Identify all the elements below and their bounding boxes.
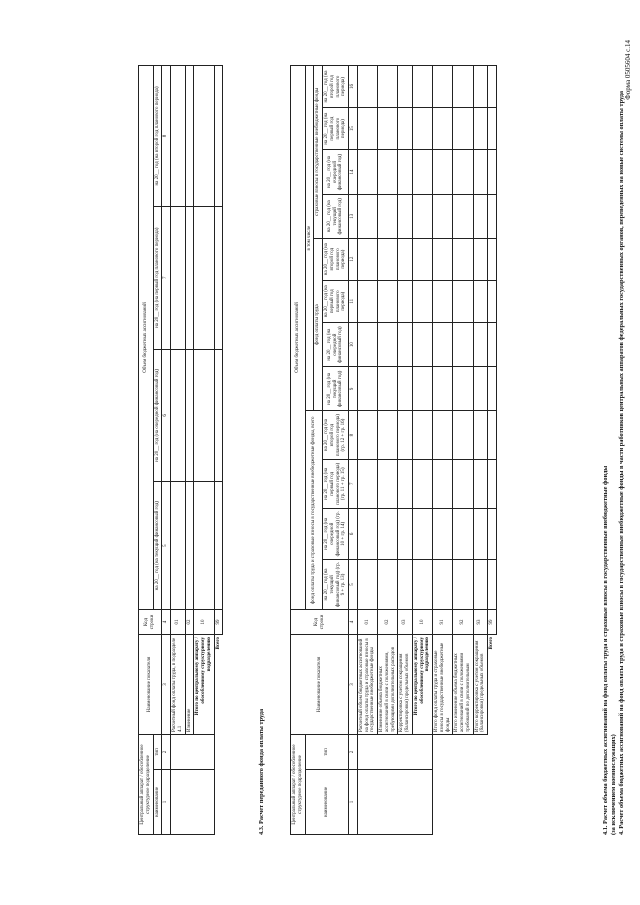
- t1-col11: на 20__ год (на первый год планового периода): [323, 280, 349, 322]
- t1-row-name: Итого корректировка с учетом сокращения (балансировки) предельных объемов: [473, 635, 488, 735]
- t1-cell[interactable]: [453, 411, 473, 460]
- t2-num: 8: [162, 66, 171, 207]
- t1-blank: [488, 735, 497, 835]
- t1-cell[interactable]: [433, 508, 453, 559]
- t1-row-name: Итого по центральному аппарату / обособленному структурному подразделению: [412, 635, 432, 735]
- table-row: [488, 66, 497, 835]
- t1-row-code: 03: [398, 610, 413, 635]
- t1-row-name: Корректировка с учетом сокращения (балансировки) предельных объемов: [398, 635, 413, 735]
- t1-cell[interactable]: [433, 194, 453, 238]
- t1-num: 1: [349, 770, 358, 835]
- t1-row-code: 93: [473, 610, 488, 635]
- table-41: [290, 65, 497, 835]
- t2-cell[interactable]: [185, 349, 194, 482]
- t2-cell[interactable]: [185, 482, 194, 610]
- t1-cell[interactable]: [473, 459, 488, 508]
- t1-col6: на 20__ год (на очередной финансовый год) (гр. 10 + гр. 14): [323, 508, 349, 559]
- t2-num: 3: [162, 635, 171, 735]
- t2-cell[interactable]: [171, 66, 186, 207]
- t1-num: 8: [349, 411, 358, 460]
- t1-cell[interactable]: [433, 459, 453, 508]
- table-row: [378, 66, 398, 835]
- t1-h-volume: Объем бюджетных ассигнований: [291, 66, 306, 610]
- t1-cell[interactable]: [453, 559, 473, 609]
- t1-row-name: Итого фонд оплаты труда и страховые взносы в государственные внебюджетные фонды: [433, 635, 453, 735]
- t1-cell[interactable]: [412, 194, 432, 238]
- t1-cell[interactable]: [378, 411, 398, 460]
- t1-col7: на 20__ год (на первый год планового периода) (гр. 11 + гр. 15): [323, 459, 349, 508]
- table-43: [138, 65, 223, 835]
- t1-h-code: Код строки: [291, 610, 349, 635]
- t1-cell[interactable]: [378, 280, 398, 322]
- t1-num: 10: [349, 322, 358, 367]
- t1-cell[interactable]: [473, 508, 488, 559]
- t1-cell[interactable]: [473, 411, 488, 460]
- t1-row-name: Расчетный объем бюджетных ассигнований на фонд оплаты труда и страховые взносы в государственные внебюджетные фонды: [357, 635, 377, 735]
- t1-row-code: 92: [453, 610, 473, 635]
- t1-cell[interactable]: [357, 367, 377, 411]
- t2-cell[interactable]: [171, 735, 215, 770]
- t1-col10: на 20__ год (на очередной финансовый год): [323, 322, 349, 367]
- t1-cell[interactable]: [488, 459, 497, 508]
- section-4-note: (за исключением военнослужащих): [610, 734, 617, 835]
- t1-num: 4: [349, 610, 358, 635]
- t1-cell[interactable]: [433, 367, 453, 411]
- t2-cell[interactable]: [171, 482, 186, 610]
- t2-num: 1: [162, 770, 171, 835]
- t1-cell[interactable]: [488, 508, 497, 559]
- t1-cell[interactable]: [412, 280, 432, 322]
- t1-col5: на 20__ год (на текущий финансовый год) (гр. 9 + гр. 13): [323, 559, 349, 609]
- t1-cell[interactable]: [473, 367, 488, 411]
- t2-row-code: 10: [194, 610, 214, 635]
- t1-cell[interactable]: [412, 322, 432, 367]
- t1-blank: [473, 735, 488, 835]
- t1-num: 7: [349, 459, 358, 508]
- t2-cell[interactable]: [214, 66, 223, 207]
- t1-cell[interactable]: [412, 411, 432, 460]
- t1-cell[interactable]: [398, 559, 413, 609]
- t2-h-volume: Объем бюджетных ассигнований: [139, 66, 154, 610]
- t1-num: 3: [349, 635, 358, 735]
- t1-cell[interactable]: [357, 280, 377, 322]
- t1-num: 2: [349, 735, 358, 770]
- t1-cell[interactable]: [378, 238, 398, 280]
- t2-cell[interactable]: [185, 206, 194, 349]
- t1-row-code: 01: [357, 610, 377, 635]
- t1-cell[interactable]: [412, 367, 432, 411]
- t1-cell[interactable]: [398, 150, 413, 195]
- section-43-heading: 4.3. Расчет переданного фонда оплаты труда: [258, 708, 265, 835]
- t1-blank: [433, 735, 453, 835]
- t1-numbers-row: [349, 66, 358, 835]
- t2-num: 5: [162, 482, 171, 610]
- t1-cell[interactable]: [433, 280, 453, 322]
- t1-cell[interactable]: [433, 322, 453, 367]
- t1-num: 12: [349, 238, 358, 280]
- t2-row-code: 01: [171, 610, 186, 635]
- t2-cell[interactable]: [214, 482, 223, 610]
- t2-cell[interactable]: [194, 66, 214, 207]
- t1-cell[interactable]: [433, 238, 453, 280]
- t2-row-code: 99: [214, 610, 223, 635]
- t1-cell[interactable]: [488, 559, 497, 609]
- t1-cell[interactable]: [433, 108, 453, 150]
- t1-col16: на 20__ год (на второй год планового периода): [323, 66, 349, 108]
- t1-cell[interactable]: [357, 459, 377, 508]
- t1-cell[interactable]: [488, 367, 497, 411]
- t1-cell[interactable]: [433, 66, 453, 108]
- t1-cell[interactable]: [378, 459, 398, 508]
- section-41-heading: 4.1. Расчет объема бюджетных ассигнований на фонд оплаты труда и страховые взносы в государственные внебюджетные фонды: [602, 465, 609, 835]
- t1-cell[interactable]: [398, 322, 413, 367]
- t1-h-type: тип: [305, 735, 349, 770]
- t1-col13: на 20__ год (на текущий финансовый год): [323, 194, 349, 238]
- t1-cell[interactable]: [378, 559, 398, 609]
- t1-cell[interactable]: [412, 150, 432, 195]
- t1-col9: на 20__ год (на текущий финансовый год): [323, 367, 349, 411]
- t1-cell[interactable]: [488, 322, 497, 367]
- t2-cell[interactable]: [214, 206, 223, 349]
- t1-cell[interactable]: [453, 367, 473, 411]
- t2-h-type: тип: [153, 735, 162, 770]
- t1-cell[interactable]: [453, 280, 473, 322]
- t2-cell[interactable]: [185, 66, 194, 207]
- t1-cell[interactable]: [473, 194, 488, 238]
- t2-cell[interactable]: [171, 349, 186, 482]
- t2-cell[interactable]: [194, 349, 214, 482]
- t1-row-code: 02: [378, 610, 398, 635]
- t1-cell[interactable]: [357, 559, 377, 609]
- t1-row-name: Итого изменение объема бюджетных ассигнований в связи с положениями требований по дополнительным: [453, 635, 473, 735]
- t1-h-indicator: Наименование показателя: [291, 635, 349, 735]
- table-row: [453, 66, 473, 835]
- t2-row-name: Изменение: [185, 635, 194, 735]
- t2-col8: на 20__ год (на второй год планового периода): [153, 66, 162, 207]
- table-row: [171, 66, 186, 835]
- t1-cell[interactable]: [378, 108, 398, 150]
- t2-num: 4: [162, 610, 171, 635]
- t1-cell[interactable]: [357, 770, 432, 835]
- t1-num: 13: [349, 194, 358, 238]
- t1-cell[interactable]: [357, 150, 377, 195]
- t1-cell[interactable]: [488, 194, 497, 238]
- t1-h-incl: в том числе: [305, 66, 314, 411]
- table-row: [214, 66, 223, 835]
- t1-num: 11: [349, 280, 358, 322]
- t1-cell[interactable]: [378, 367, 398, 411]
- t2-h-central: Центральный аппарат / обособленное структурное подразделение: [139, 735, 154, 835]
- t1-cell[interactable]: [398, 411, 413, 460]
- t1-cell[interactable]: [412, 108, 432, 150]
- t2-col5: на 20__ год (на текущий финансовый год): [153, 482, 162, 610]
- t1-cell[interactable]: [378, 66, 398, 108]
- t1-cell[interactable]: [488, 108, 497, 150]
- t1-row-code: 99: [488, 610, 497, 635]
- t1-row-code: 10: [412, 610, 432, 635]
- t1-row-code: 91: [433, 610, 453, 635]
- t1-h-fot-total: фонд оплаты труда и страховые взносы в государственные внебюджетные фонды, всего: [305, 411, 323, 610]
- t1-cell[interactable]: [473, 66, 488, 108]
- t1-cell[interactable]: [357, 194, 377, 238]
- t2-h-indicator: Наименование показателя: [139, 635, 162, 735]
- t1-cell[interactable]: [378, 508, 398, 559]
- t1-cell[interactable]: [412, 66, 432, 108]
- t1-blank: [453, 735, 473, 835]
- t1-h-ins: страховые взносы в государственные внебюджетные фонды: [314, 66, 323, 239]
- t1-cell[interactable]: [473, 108, 488, 150]
- t1-cell[interactable]: [433, 411, 453, 460]
- t1-row-name: Изменение объема бюджетных ассигнований в связи с положениями, требующими дополнительных расходов: [378, 635, 398, 735]
- t2-col7: на 20__ год (на первый год планового периода): [153, 206, 162, 349]
- t2-num: 7: [162, 206, 171, 349]
- t1-cell[interactable]: [453, 322, 473, 367]
- t1-cell[interactable]: [433, 559, 453, 609]
- t2-cell[interactable]: [171, 770, 215, 835]
- t1-cell[interactable]: [412, 508, 432, 559]
- t1-cell[interactable]: [398, 459, 413, 508]
- t1-cell[interactable]: [357, 411, 377, 460]
- t1-cell[interactable]: [412, 238, 432, 280]
- t1-num: 15: [349, 108, 358, 150]
- t1-cell[interactable]: [488, 411, 497, 460]
- t1-cell[interactable]: [398, 66, 413, 108]
- t1-cell[interactable]: [357, 66, 377, 108]
- t1-cell[interactable]: [453, 459, 473, 508]
- t2-col6: на 20__ год (на очередной финансовый год): [153, 349, 162, 482]
- t1-cell[interactable]: [453, 194, 473, 238]
- t2-blank: [214, 735, 223, 835]
- form-code: Форма 0505604 с.14: [624, 40, 632, 100]
- t1-cell[interactable]: [412, 559, 432, 609]
- t1-cell[interactable]: [488, 238, 497, 280]
- t1-cell[interactable]: [357, 322, 377, 367]
- t1-cell[interactable]: [357, 108, 377, 150]
- t1-cell[interactable]: [398, 367, 413, 411]
- t1-row-name: Всего: [488, 635, 497, 735]
- t2-row-code: 02: [185, 610, 194, 635]
- t1-cell[interactable]: [378, 150, 398, 195]
- table-row: [398, 66, 413, 835]
- t1-cell[interactable]: [473, 238, 488, 280]
- t1-cell[interactable]: [473, 322, 488, 367]
- t1-cell[interactable]: [357, 735, 432, 770]
- t1-cell[interactable]: [398, 194, 413, 238]
- section-4-heading: 4. Расчет объема бюджетных ассигнований на фонд оплаты труда и страховые взносы в государственные внебюджетные фонды в части работников центральных аппаратов федеральных государственных органов, переведенных на новые системы оплаты труда: [618, 90, 625, 835]
- t1-cell[interactable]: [357, 508, 377, 559]
- t2-row-name: Расчетный фонд оплаты труда, в подразделе 4.1: [171, 635, 186, 735]
- t1-cell[interactable]: [453, 238, 473, 280]
- t1-cell[interactable]: [488, 66, 497, 108]
- t1-cell[interactable]: [453, 508, 473, 559]
- t2-row-name: Итого по центральному аппарату / обособленному структурному подразделению: [194, 635, 214, 735]
- table-row: [194, 66, 214, 835]
- t1-col15: на 20__ год (на первый год планового периода): [323, 108, 349, 150]
- t1-num: 9: [349, 367, 358, 411]
- t1-cell[interactable]: [412, 459, 432, 508]
- t1-cell[interactable]: [488, 150, 497, 195]
- t2-row-name: Всего: [214, 635, 223, 735]
- t2-num: 2: [162, 735, 171, 770]
- table-row: [412, 66, 432, 835]
- t1-col8: на 20__ год (на второй год планового периода) (гр. 12 + гр. 16): [323, 411, 349, 460]
- t1-cell[interactable]: [398, 280, 413, 322]
- t1-cell[interactable]: [357, 238, 377, 280]
- t1-cell[interactable]: [488, 280, 497, 322]
- t1-cell[interactable]: [378, 194, 398, 238]
- t2-cell[interactable]: [214, 349, 223, 482]
- t2-h-name: наименование: [153, 770, 162, 835]
- t1-cell[interactable]: [398, 108, 413, 150]
- t1-num: 14: [349, 150, 358, 195]
- t1-cell[interactable]: [453, 108, 473, 150]
- t2-cell[interactable]: [194, 482, 214, 610]
- t1-cell[interactable]: [398, 508, 413, 559]
- t1-num: 5: [349, 559, 358, 609]
- t2-h-code: Код строки: [139, 610, 162, 635]
- table-row: [357, 66, 377, 835]
- t1-cell[interactable]: [378, 322, 398, 367]
- t1-num: 6: [349, 508, 358, 559]
- t1-cell[interactable]: [473, 559, 488, 609]
- t1-col14: на 20__ год (на очередной финансовый год): [323, 150, 349, 195]
- t1-h-central: Центральный аппарат / обособленное структурное подразделение: [291, 735, 306, 835]
- t2-cell[interactable]: [171, 206, 186, 349]
- t2-numbers-row: [162, 66, 171, 835]
- t2-num: 6: [162, 349, 171, 482]
- t1-col12: на 20__ год (на второй год планового периода): [323, 238, 349, 280]
- t1-cell[interactable]: [398, 238, 413, 280]
- table-row: [433, 66, 453, 835]
- t1-cell[interactable]: [453, 66, 473, 108]
- t1-cell[interactable]: [453, 150, 473, 195]
- t1-h-name: наименование: [305, 770, 349, 835]
- t1-num: 16: [349, 66, 358, 108]
- table-row: [473, 66, 488, 835]
- t1-cell[interactable]: [473, 150, 488, 195]
- t1-h-fot: фонд оплаты труда: [314, 238, 323, 411]
- t2-cell[interactable]: [194, 206, 214, 349]
- t1-cell[interactable]: [473, 280, 488, 322]
- table-row: [185, 66, 194, 835]
- t1-cell[interactable]: [433, 150, 453, 195]
